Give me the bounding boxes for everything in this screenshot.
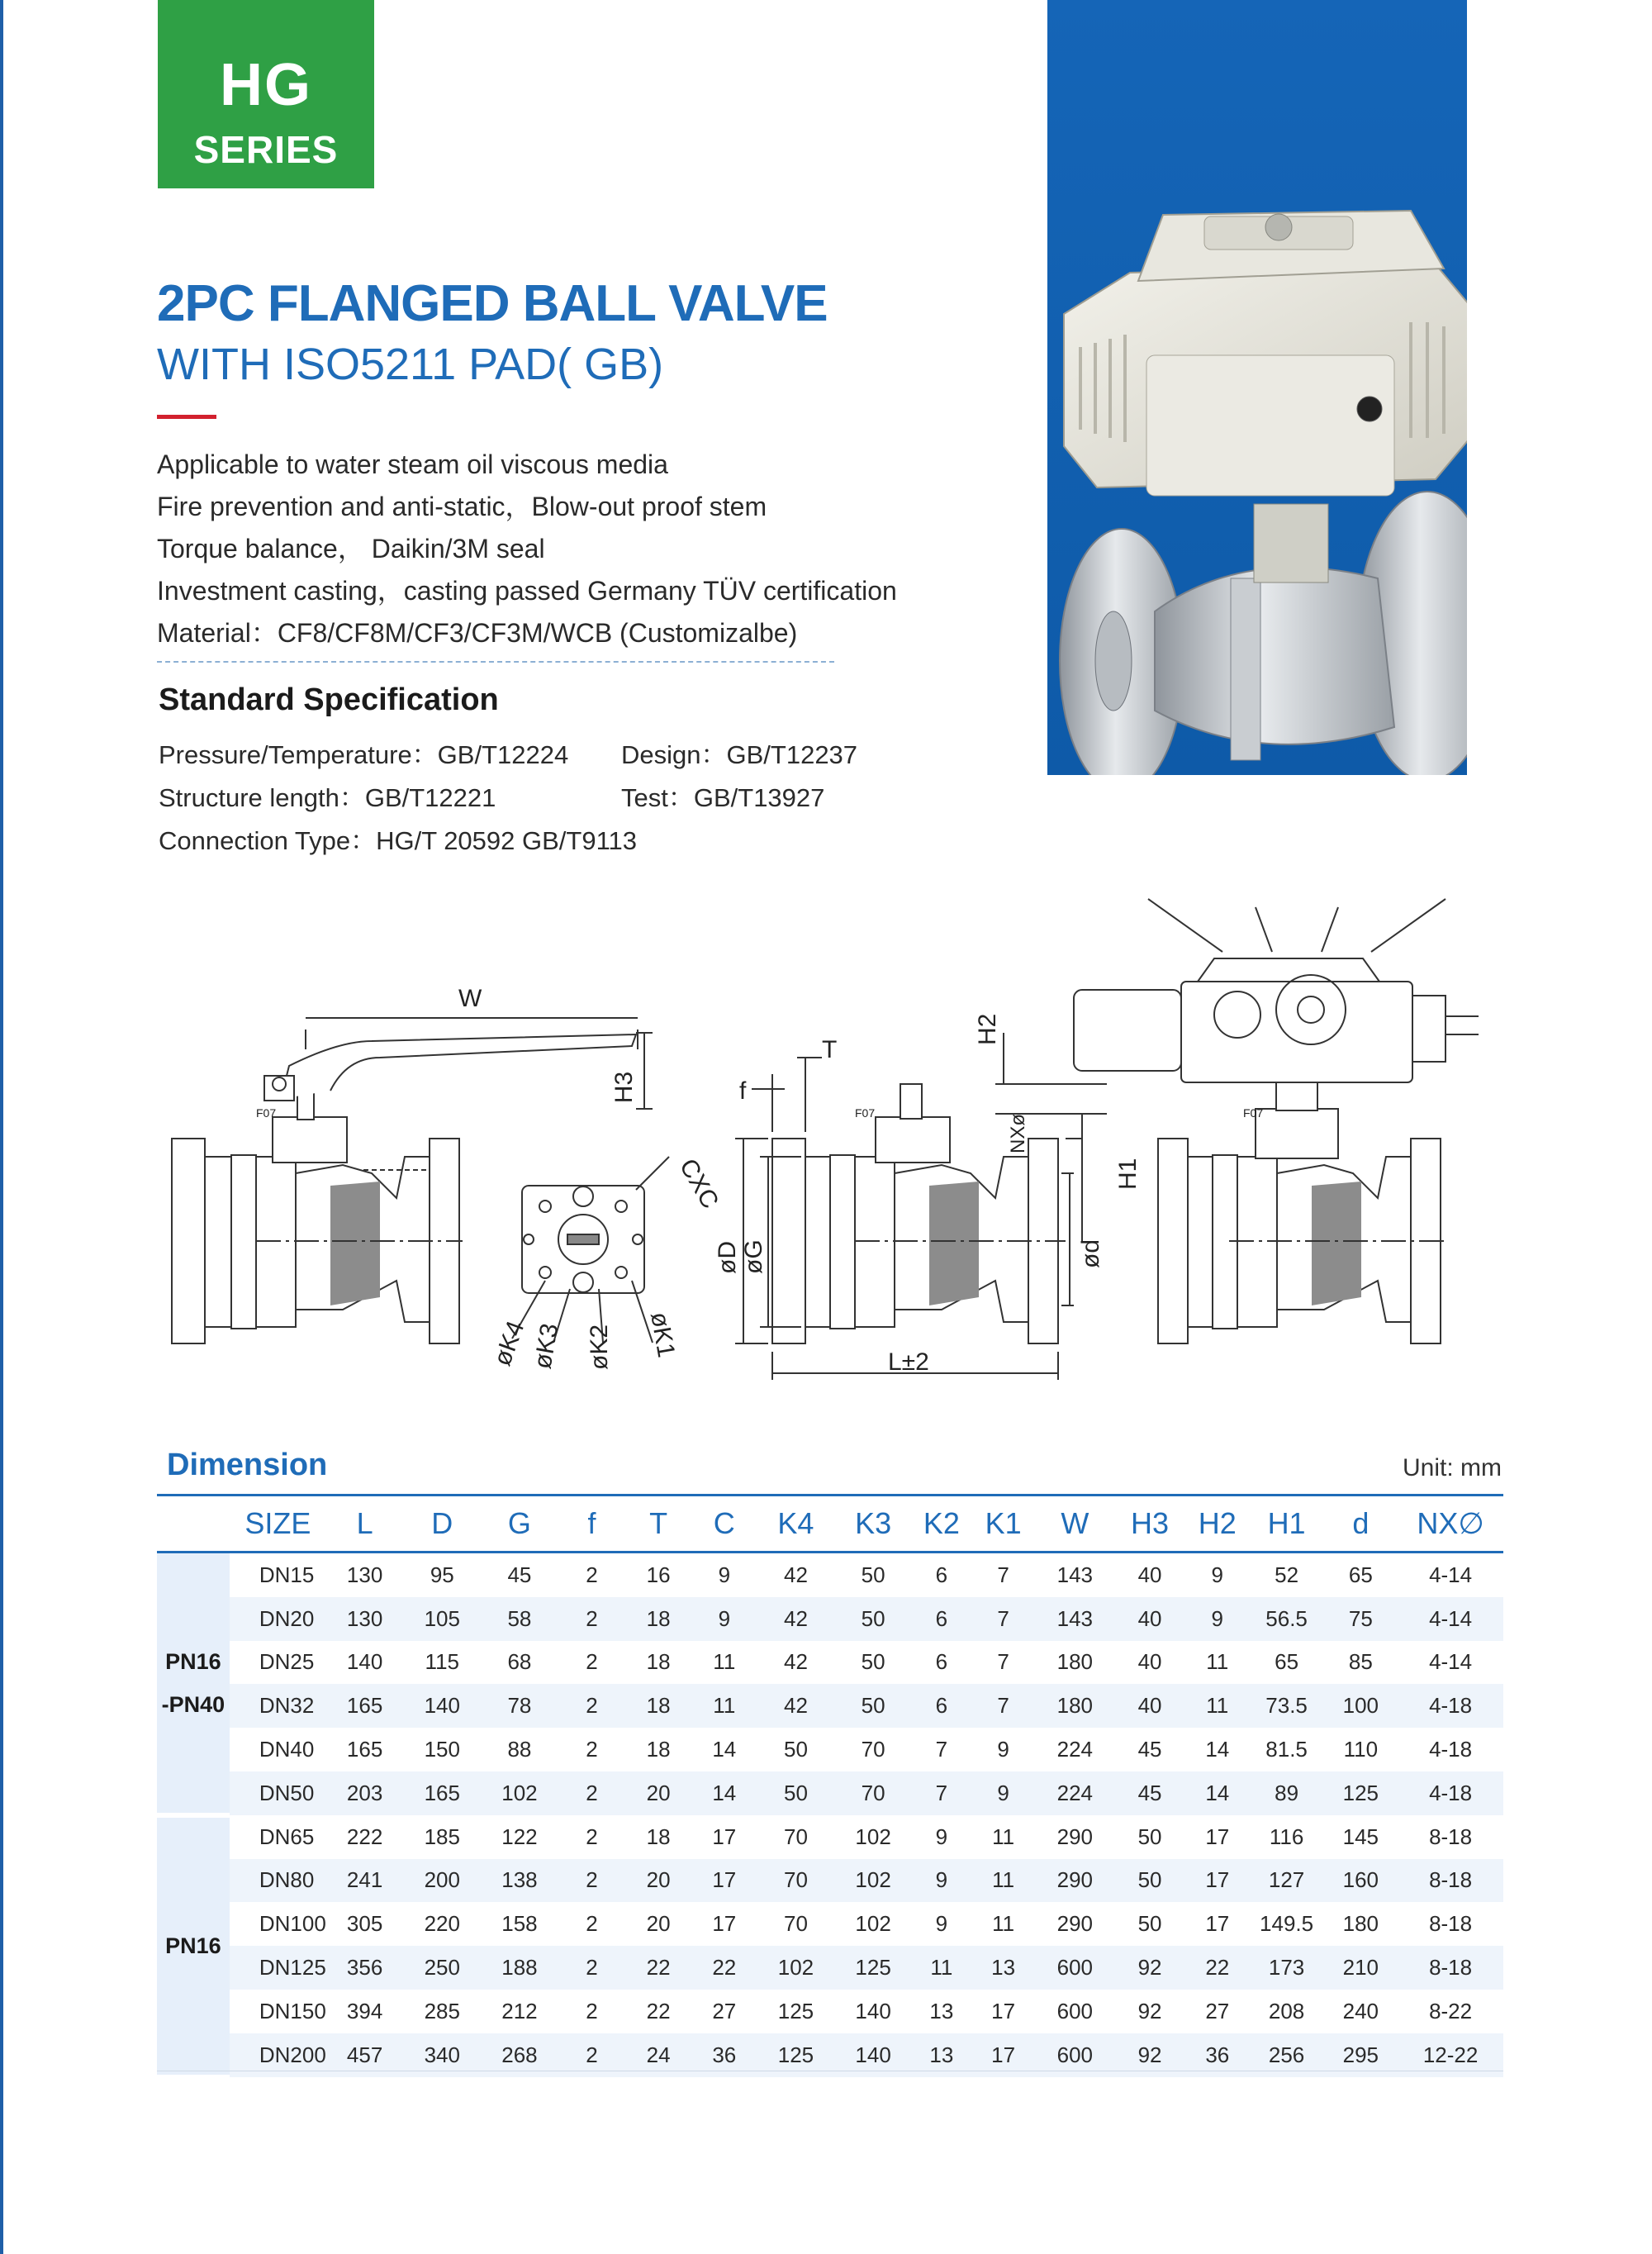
table-cell: 42 [783,1649,808,1675]
table-cell: 4-14 [1429,1649,1473,1675]
table-cell: 2 [586,1998,598,2023]
table-cell: 2 [586,1737,598,1762]
table-cell: 92 [1137,1998,1162,2023]
table-cell: 6 [935,1649,948,1675]
left-edge-rule [0,0,3,2254]
size-cell: DN65 [259,1824,315,1849]
dimension-title: Dimension [167,1448,328,1482]
table-cell: 102 [834,1859,912,1903]
table-cell: 4-14 [1398,1597,1503,1641]
table-cell: 9 [912,1859,971,1903]
table-cell: 160 [1324,1859,1398,1903]
table-cell: 18 [646,1824,671,1849]
table-cell: 4-18 [1429,1737,1473,1762]
table-cell: 290 [1056,1911,1094,1937]
table-cell: 2 [586,1824,598,1849]
table-row [157,1684,1503,1728]
table-cell: 140 [346,1649,383,1675]
table-cell: 130 [326,1597,404,1641]
table-row [157,1771,1503,1815]
table-cell: 92 [1114,2033,1185,2077]
table-cell: 89 [1250,1771,1324,1815]
table-cell: 2 [558,1684,626,1728]
table-cell: 222 [346,1824,383,1849]
size-cell: DN125 [230,1946,326,1990]
table-cell: 173 [1250,1946,1324,1990]
table-body [157,1553,1503,2077]
table-cell: 2 [558,1946,626,1990]
table-cell: 250 [403,1946,481,1990]
table-cell: 102 [855,1911,891,1937]
table-cell: 18 [646,1649,671,1675]
table-cell: 45 [1114,1771,1185,1815]
table-cell: 6 [912,1597,971,1641]
table-cell: 22 [1185,1946,1250,1990]
table-cell: 158 [501,1911,538,1937]
table-cell: 165 [326,1684,404,1728]
feature-item: Torque balance， Daikin/3M seal [157,534,545,564]
actuated-valve-section [1074,899,1479,1343]
table-cell: 2 [558,2033,626,2077]
table-cell: 140 [834,2033,912,2077]
table-cell: 68 [507,1649,532,1675]
table-cell: 20 [625,1859,691,1903]
table-cell: 92 [1114,1946,1185,1990]
table-cell: 125 [834,1946,912,1990]
product-title: 2PC FLANGED BALL VALVE [157,275,828,332]
table-cell: 4-18 [1398,1684,1503,1728]
size-cell: DN200 [230,2033,326,2077]
table-cell: 145 [1342,1824,1379,1849]
table-cell: 42 [757,1684,835,1728]
table-cell: 130 [346,1562,383,1587]
table-cell: 8-18 [1398,1859,1503,1903]
table-cell: 27 [712,1998,737,2023]
col-header: SIZE [230,1496,326,1553]
table-cell: 457 [326,2033,404,2077]
table-cell: 40 [1137,1649,1162,1675]
table-cell: 18 [646,1737,671,1762]
table-cell: 9 [935,1911,948,1937]
pressure-group-label: PN16 [165,1648,221,1674]
table-cell: 11 [1185,1684,1250,1728]
table-cell: 143 [1056,1562,1094,1587]
table-cell: 78 [481,1684,558,1728]
technical-drawing [157,892,1479,1388]
table-cell: 17 [971,2033,1036,2077]
table-cell: 102 [481,1771,558,1815]
table-cell: 50 [783,1737,808,1762]
table-cell: 149.5 [1260,1911,1314,1937]
table-cell: 17 [712,1824,737,1849]
table-cell: 4-18 [1398,1771,1503,1815]
feature-item: Applicable to water steam oil viscous media [157,449,668,479]
table-cell: 17 [691,1859,757,1903]
size-cell: DN25 [259,1649,315,1675]
col-header: T [625,1496,691,1553]
col-header: C [691,1496,757,1553]
table-cell: 9 [935,1824,948,1849]
table-cell: 45 [1137,1737,1162,1762]
col-header: D [403,1496,481,1553]
table-cell: 22 [646,1998,671,2023]
table-cell: 20 [625,1771,691,1815]
table-cell: 50 [861,1649,885,1675]
table-cell: 600 [1036,2033,1115,2077]
label-f07-2: F07 [855,1106,876,1120]
table-cell: 50 [1137,1911,1162,1937]
table-cell: 2 [558,1597,626,1641]
table-cell: 11 [691,1684,757,1728]
table-cell: 65 [1348,1562,1373,1587]
table-cell: 2 [558,1859,626,1903]
table-cell: 100 [1324,1684,1398,1728]
label-t: T [822,1036,838,1063]
table-cell: 9 [718,1562,731,1587]
spec-design: Design：GB/T12237 [621,740,858,769]
table-cell: 7 [971,1684,1036,1728]
table-cell: 150 [424,1737,460,1762]
table-cell: 17 [712,1911,737,1937]
table-cell: 36 [691,2033,757,2077]
label-h2: H2 [974,1013,1001,1045]
feature-item: Material：CF8/CF8M/CF3/CF3M/WCB (Customizalbe) [157,618,798,648]
table-cell: 285 [424,1998,460,2023]
table-cell: 7 [912,1771,971,1815]
label-cxc: CXC [673,1154,724,1214]
table-cell: 13 [929,1998,954,2023]
table-cell: 4-14 [1429,1562,1473,1587]
col-header: K2 [912,1496,971,1553]
table-cell: 50 [861,1562,885,1587]
pressure-group-label: PN16 [165,1933,221,1959]
table-cell: 70 [834,1771,912,1815]
label-k4: øK4 [488,1317,530,1370]
table-cell: 42 [757,1597,835,1641]
label-f07: F07 [256,1106,277,1120]
col-header: NX∅ [1398,1496,1503,1553]
feature-item: Fire prevention and anti-static，Blow-out proof stem [157,492,767,521]
table-cell: 127 [1250,1859,1324,1903]
table-cell: 122 [501,1824,538,1849]
table-cell: 73.5 [1250,1684,1324,1728]
label-od: øD [714,1241,741,1274]
label-w: W [458,985,482,1012]
table-cell: 11 [971,1859,1036,1903]
label-og: øG [740,1239,767,1274]
col-header: K1 [971,1496,1036,1553]
table-cell: 45 [507,1562,532,1587]
col-header: K4 [757,1496,835,1553]
table-cell: 18 [625,1597,691,1641]
table-cell: 8-18 [1429,1911,1473,1937]
table-cell: 224 [1056,1737,1094,1762]
label-l: L±2 [888,1348,929,1376]
table-cell: 394 [346,1998,383,2023]
col-header: W [1036,1496,1115,1553]
col-header: H3 [1114,1496,1185,1553]
size-cell: DN32 [230,1684,326,1728]
table-cell: 14 [1205,1737,1230,1762]
table-cell: 20 [646,1911,671,1937]
size-cell: DN80 [230,1859,326,1903]
table-cell: 8-18 [1398,1946,1503,1990]
table-cell: 7 [997,1562,1009,1587]
table-cell: 356 [326,1946,404,1990]
table-cell: 50 [834,1684,912,1728]
table-cell: 600 [1036,1946,1115,1990]
table-cell: 125 [1324,1771,1398,1815]
spec-test: Test：GB/T13927 [621,783,825,812]
product-banner [1047,0,1467,775]
spec-connection: Connection Type：HG/T 20592 GB/T9113 [159,826,638,855]
table-cell: 40 [1114,1597,1185,1641]
table-row [157,1553,1503,1597]
table-cell: 8-18 [1429,1824,1473,1849]
table-cell: 9 [691,1597,757,1641]
table-cell: 180 [1056,1649,1094,1675]
size-cell: DN20 [230,1597,326,1641]
table-cell: 75 [1324,1597,1398,1641]
table-cell: 138 [481,1859,558,1903]
table-cell: 50 [757,1771,835,1815]
table-cell: 24 [625,2033,691,2077]
table-cell: 85 [1348,1649,1373,1675]
col-header: G [481,1496,558,1553]
table-cell: 22 [691,1946,757,1990]
unit-label: Unit: mm [1403,1454,1502,1481]
label-nx: NXø [1007,1114,1029,1153]
table-cell: 305 [346,1911,383,1937]
spec-structure: Structure length：GB/T12221 [159,783,496,812]
table-cell: 256 [1250,2033,1324,2077]
table-cell: 70 [861,1737,885,1762]
table-cell: 11 [992,1911,1015,1937]
iso-pad-top-view [489,1154,724,1371]
table-cell: 9 [1185,1597,1250,1641]
table-cell: 52 [1275,1562,1299,1587]
table-cell: 290 [1036,1859,1115,1903]
table-cell: 22 [625,1946,691,1990]
badge-line2: SERIES [193,128,339,171]
table-cell: 7 [935,1737,948,1762]
table-row [157,1641,1503,1685]
table-cell: 70 [757,1859,835,1903]
table-cell: 7 [997,1649,1009,1675]
table-cell: 17 [1205,1911,1230,1937]
table-row [157,1815,1503,1859]
table-cell: 40 [1114,1684,1185,1728]
product-subtitle: WITH ISO5211 PAD( GB) [157,340,664,389]
table-cell: 2 [586,1911,598,1937]
table-cell: 11 [992,1824,1015,1849]
size-cell: DN50 [230,1771,326,1815]
table-cell: 17 [1185,1859,1250,1903]
table-cell: 88 [507,1737,532,1762]
table-cell: 9 [997,1737,1009,1762]
table-cell: 36 [1185,2033,1250,2077]
table-cell: 140 [855,1998,891,2023]
col-header: L [326,1496,404,1553]
table-cell: 143 [1036,1597,1115,1641]
table-cell: 125 [777,1998,814,2023]
pressure-group-cell [157,1815,230,2077]
table-cell: 81.5 [1265,1737,1308,1762]
table-cell: 70 [783,1911,808,1937]
col-header: H2 [1185,1496,1250,1553]
table-cell: 95 [430,1562,454,1587]
table-cell: 290 [1056,1824,1094,1849]
table-cell: 14 [691,1771,757,1815]
table-cell: 115 [425,1649,459,1675]
series-badge [158,0,374,188]
col-header: K3 [834,1496,912,1553]
table-cell: 6 [912,1684,971,1728]
table-cell: 14 [1185,1771,1250,1815]
title-accent-bar [157,415,216,419]
table-cell: 203 [326,1771,404,1815]
table-cell: 185 [424,1824,460,1849]
label-k1: øK1 [645,1310,681,1360]
label-small-d: ød [1077,1239,1104,1268]
label-h1: H1 [1114,1158,1142,1190]
table-cell: 58 [481,1597,558,1641]
col-header: H1 [1250,1496,1324,1553]
table-cell: 27 [1205,1998,1230,2023]
table-header-row [157,1496,1503,1553]
table-cell: 40 [1137,1562,1162,1587]
dimension-table [157,1494,1503,2080]
size-cell: DN40 [259,1737,315,1762]
table-cell: 17 [1205,1824,1230,1849]
table-cell: 50 [834,1597,912,1641]
size-cell: DN150 [259,1998,326,2023]
table-cell: 188 [481,1946,558,1990]
table-cell: 210 [1324,1946,1398,1990]
table-cell: 8-22 [1429,1998,1473,2023]
table-cell: 13 [971,1946,1036,1990]
table-cell: 268 [481,2033,558,2077]
table-cell: 340 [403,2033,481,2077]
label-f07-3: F07 [1243,1106,1264,1120]
table-cell: 105 [403,1597,481,1641]
table-cell: 65 [1275,1649,1299,1675]
size-cell: DN100 [259,1911,326,1937]
table-row [157,1597,1503,1641]
table-cell: 295 [1324,2033,1398,2077]
table-cell: 11 [1206,1649,1229,1675]
table-cell: 110 [1343,1737,1379,1762]
table-cell: 165 [403,1771,481,1815]
label-k3: øK3 [529,1321,564,1372]
table-cell: 12-22 [1398,2033,1503,2077]
standard-spec-title: Standard Specification [159,682,499,717]
table-cell: 220 [424,1911,460,1937]
table-cell: 14 [712,1737,737,1762]
table-cell: 50 [1114,1859,1185,1903]
badge-line1: HG [220,52,312,118]
table-row [157,1946,1503,1990]
table-cell: 240 [1342,1998,1379,2023]
table-cell: 13 [912,2033,971,2077]
pressure-group-label-2: -PN40 [161,1691,225,1717]
table-cell: 50 [1137,1824,1162,1849]
table-cell: 116 [1269,1824,1304,1849]
table-cell: 2 [586,1649,598,1675]
table-cell: 180 [1036,1684,1115,1728]
table-cell: 600 [1056,1998,1094,2023]
table-row [157,1902,1503,1946]
label-k2: øK2 [586,1324,613,1370]
table-cell: 241 [326,1859,404,1903]
table-cell: 165 [346,1737,383,1762]
spec-pressure: Pressure/Temperature：GB/T12224 [159,740,569,769]
col-header: f [558,1496,626,1553]
table-cell: 56.5 [1250,1597,1324,1641]
table-cell: 11 [713,1649,736,1675]
table-cell: 6 [935,1562,948,1587]
table-cell: 2 [586,1562,598,1587]
table-cell: 180 [1342,1911,1379,1937]
table-cell: 18 [625,1684,691,1728]
dashed-divider [157,661,834,663]
table-cell: 7 [971,1597,1036,1641]
table-cell: 2 [558,1771,626,1815]
table-cell: 224 [1036,1771,1115,1815]
table-cell: 9 [971,1771,1036,1815]
table-cell: 102 [855,1824,891,1849]
table-cell: 42 [783,1562,808,1587]
table-cell: 11 [912,1946,971,1990]
table-row [157,1728,1503,1771]
table-row [157,1859,1503,1903]
table-cell: 16 [646,1562,671,1587]
table-cell: 208 [1268,1998,1305,2023]
table-cell: 102 [757,1946,835,1990]
table-cell: 125 [757,2033,835,2077]
table-cell: 212 [501,1998,538,2023]
table-cell: 9 [1211,1562,1224,1587]
label-f: f [739,1077,747,1105]
table-cell: 200 [403,1859,481,1903]
table-cell: 70 [783,1824,808,1849]
table-cell: 140 [403,1684,481,1728]
label-h3: H3 [610,1071,638,1104]
table-cell: 17 [991,1998,1016,2023]
feature-item: Investment casting，casting passed Germany TÜV certification [157,576,897,606]
col-header: d [1324,1496,1398,1553]
feature-list [157,446,897,657]
pressure-group-cell [157,1553,230,1815]
size-cell: DN15 [259,1562,315,1587]
table-row [157,1990,1503,2033]
